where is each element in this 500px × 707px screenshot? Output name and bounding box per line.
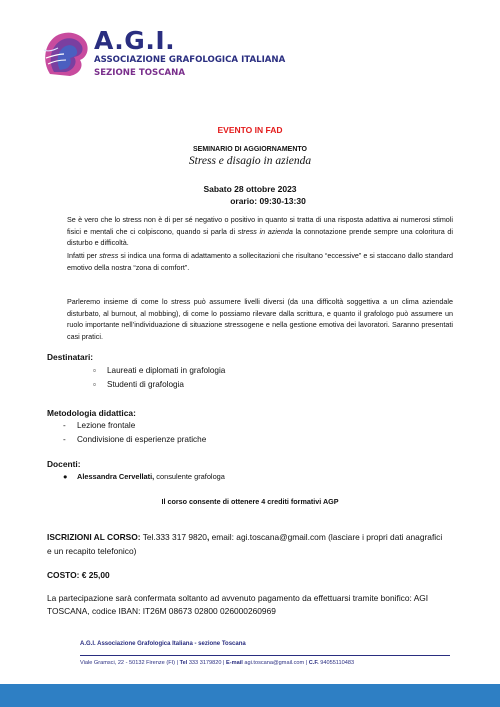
footer-divider: [80, 655, 450, 656]
org-acronym: A.G.I.: [94, 26, 176, 55]
dash-icon: -: [63, 421, 66, 430]
seminar-heading: SEMINARIO DI AGGIORNAMENTO: [193, 146, 307, 153]
event-date: Sabato 28 ottobre 2023: [203, 184, 297, 194]
cost-info: COSTO: € 25,00: [47, 570, 110, 580]
credits-note: Il corso consente di ottenere 4 crediti formativi AGP: [161, 497, 339, 506]
destinatari-heading: Destinatari:: [47, 352, 94, 362]
event-time: orario: 09:30-13:30: [230, 196, 306, 206]
list-item: - Lezione frontale: [63, 421, 136, 430]
footer-bar: [0, 684, 500, 707]
teacher-role: consulente grafologa: [154, 472, 225, 481]
payment-info: La partecipazione sarà confermata soltanto ad avvenuto pagamento da effettuarsi tramite bonifico: AGI TOSCANA, codice IBAN: IT26M 08673 02800 026000260969: [47, 593, 429, 616]
docenti-heading: Docenti:: [47, 459, 81, 469]
metodologia-heading: Metodologia didattica:: [47, 408, 136, 418]
list-item: ▫ Laureati e diplomati in grafologia: [93, 366, 226, 375]
seminar-subtitle: Stress e disagio in azienda: [188, 155, 312, 167]
bullet-icon: ●: [63, 472, 68, 481]
list-item: [63, 472, 383, 484]
footer-org: A.G.I. Associazione Grafologica Italiana - sezione Toscana: [80, 641, 246, 647]
event-label: EVENTO IN FAD: [217, 125, 283, 135]
dash-icon: -: [63, 435, 66, 444]
org-full-name: ASSOCIAZIONE GRAFOLOGICA ITALIANA: [94, 55, 286, 65]
registration-info: ISCRIZIONI AL CORSO: Tel.333 317 9820, email: agi.toscana@gmail.com (lasciare i propri dati anagrafici e un recapito telefonico): [47, 532, 443, 556]
teacher-name: Alessandra Cervellati,: [77, 472, 155, 481]
bullet-icon: ▫: [93, 366, 96, 375]
org-section: SEZIONE TOSCANA: [94, 68, 186, 78]
list-item: ▫ Studenti di grafologia: [93, 380, 184, 389]
intro-paragraph: Se è vero che lo stress non è di per sé negativo o positivo in quanto si tratta di una risposta adattiva ai numerosi stimoli fisici e mentali che ci colpiscono, quando si parla di stress in azienda la connotazione prende sempre una coloritura di disturbo e difficoltà.: [67, 215, 453, 247]
footer-contacts: Viale Gramsci, 22 - 50132 Firenze (FI) | Tel 333 3179820 | E-mail agi.toscana@gmail.com | C.F. 94055110483: [80, 660, 355, 666]
definition-paragraph: Infatti per stress si indica una forma di adattamento a sollecitazioni che risultano “eccessive” e si staccano dallo standard emotivo della nostra “zona di comfort”.: [67, 251, 453, 272]
agi-logo: [40, 28, 92, 78]
bullet-icon: ▫: [93, 380, 96, 389]
content-paragraph: Parleremo insieme di come lo stress può assumere livelli diversi (da una difficoltà soggettiva a un clima aziendale disturbato, al burnout, al mobbing), di come lo possiamo rilevare dalla scrittura, e quanto il grafologo può assumere un ruolo importante nell’individuazione di situazione stressogene e nella gestione emotiva dei lavoratori. Saranno presentati casi pratici.: [67, 297, 453, 341]
list-item: - Condivisione di esperienze pratiche: [63, 435, 207, 444]
